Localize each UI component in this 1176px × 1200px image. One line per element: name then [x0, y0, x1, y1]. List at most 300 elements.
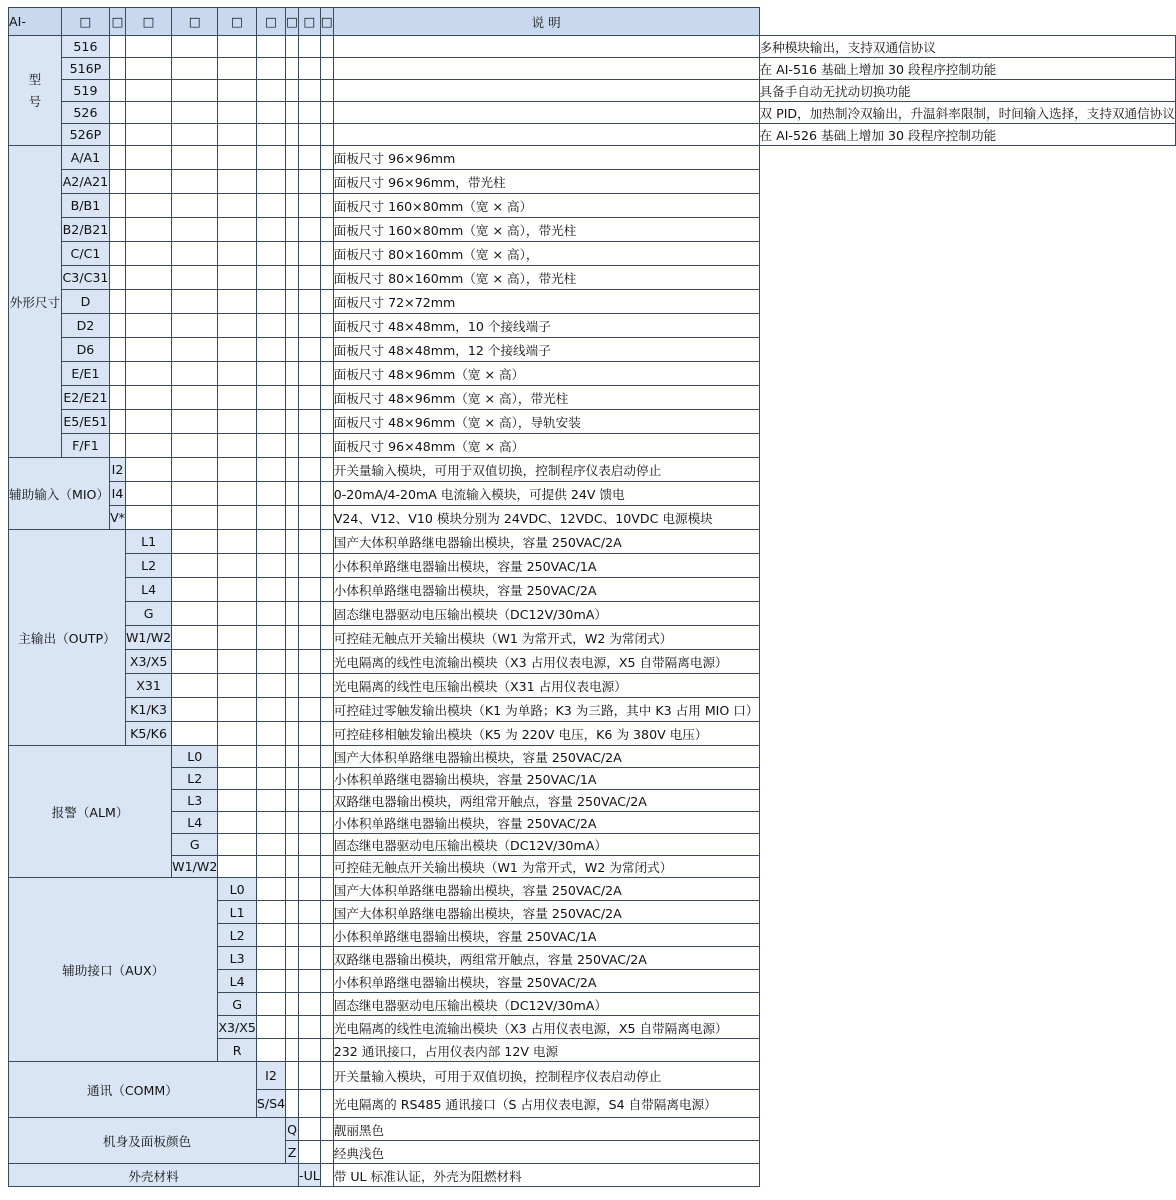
- empty-cell: [286, 506, 299, 530]
- empty-cell: [125, 170, 171, 194]
- code-cell: L0: [218, 878, 257, 901]
- empty-cell: [110, 218, 126, 242]
- empty-cell: [286, 768, 299, 790]
- empty-cell: [299, 458, 321, 482]
- empty-cell: [218, 314, 257, 338]
- empty-cell: [299, 578, 321, 602]
- code-cell: B/B1: [61, 194, 109, 218]
- empty-cell: [110, 146, 126, 170]
- empty-cell: [256, 36, 285, 58]
- empty-cell: [286, 901, 299, 924]
- empty-cell: [256, 170, 285, 194]
- empty-cell: [286, 746, 299, 768]
- empty-cell: [286, 314, 299, 338]
- empty-cell: [256, 530, 285, 554]
- empty-cell: [320, 790, 333, 812]
- code-cell: 516P: [61, 58, 109, 80]
- empty-cell: [286, 993, 299, 1016]
- empty-cell: [320, 146, 333, 170]
- empty-cell: [320, 362, 333, 386]
- description-cell: V24、V12、V10 模块分别为 24VDC、12VDC、10VDC 电源模块: [333, 506, 759, 530]
- description-cell: 小体积单路继电器输出模块，容量 250VAC/1A: [333, 554, 759, 578]
- table-row: [9, 290, 1176, 314]
- description-cell: 双路继电器输出模块，两组常开触点，容量 250VAC/2A: [333, 947, 759, 970]
- empty-cell: [286, 790, 299, 812]
- empty-cell: [256, 124, 285, 146]
- empty-cell: [172, 124, 218, 146]
- code-cell: X31: [125, 674, 171, 698]
- empty-cell: [125, 362, 171, 386]
- table-row: [9, 1118, 1176, 1141]
- empty-cell: [286, 812, 299, 834]
- empty-cell: [125, 146, 171, 170]
- empty-cell: [218, 58, 257, 80]
- code-cell: E/E1: [61, 362, 109, 386]
- table-row: [9, 458, 1176, 482]
- empty-cell: [320, 812, 333, 834]
- table-row: [9, 856, 1176, 878]
- empty-cell: [172, 602, 218, 626]
- empty-cell: [218, 530, 257, 554]
- empty-cell: [218, 482, 257, 506]
- empty-cell: [110, 124, 126, 146]
- empty-cell: [256, 290, 285, 314]
- empty-cell: [218, 362, 257, 386]
- code-cell: L0: [172, 746, 218, 768]
- description-cell: 面板尺寸 48×96mm（宽 × 高），带光柱: [333, 386, 759, 410]
- table-row: [9, 146, 1176, 170]
- empty-cell: [218, 768, 257, 790]
- empty-cell: [320, 124, 333, 146]
- code-cell: X3/X5: [218, 1016, 257, 1039]
- description-cell: 双路继电器输出模块，两组常开触点，容量 250VAC/2A: [333, 790, 759, 812]
- empty-cell: [320, 506, 333, 530]
- description-cell: 可控硅无触点开关输出模块（W1 为常开式，W2 为常闭式）: [333, 626, 759, 650]
- empty-cell: [299, 218, 321, 242]
- empty-cell: [320, 1062, 333, 1090]
- code-cell: L4: [218, 970, 257, 993]
- empty-cell: [333, 102, 759, 124]
- empty-cell: [320, 458, 333, 482]
- empty-cell: [172, 506, 218, 530]
- empty-cell: [125, 290, 171, 314]
- empty-cell: [172, 338, 218, 362]
- table-row: [9, 698, 1176, 722]
- empty-cell: [320, 626, 333, 650]
- empty-cell: [256, 482, 285, 506]
- code-box: □: [110, 8, 126, 36]
- empty-cell: [299, 1062, 321, 1090]
- empty-cell: [256, 924, 285, 947]
- empty-cell: [320, 482, 333, 506]
- empty-cell: [286, 698, 299, 722]
- empty-cell: [172, 698, 218, 722]
- empty-cell: [320, 698, 333, 722]
- empty-cell: [172, 36, 218, 58]
- empty-cell: [320, 746, 333, 768]
- description-cell: 经典浅色: [333, 1141, 759, 1164]
- header-row: [9, 8, 1176, 36]
- empty-cell: [125, 194, 171, 218]
- empty-cell: [286, 218, 299, 242]
- description-cell: 小体积单路继电器输出模块，容量 250VAC/2A: [333, 970, 759, 993]
- empty-cell: [172, 722, 218, 746]
- empty-cell: [299, 434, 321, 458]
- empty-cell: [286, 1090, 299, 1118]
- empty-cell: [299, 194, 321, 218]
- empty-cell: [299, 386, 321, 410]
- description-cell: 小体积单路继电器输出模块，容量 250VAC/1A: [333, 924, 759, 947]
- empty-cell: [299, 146, 321, 170]
- empty-cell: [256, 362, 285, 386]
- code-cell: I4: [110, 482, 126, 506]
- table-row: [9, 768, 1176, 790]
- empty-cell: [320, 102, 333, 124]
- empty-cell: [299, 242, 321, 266]
- empty-cell: [256, 338, 285, 362]
- model-spec-table: [8, 7, 1176, 1187]
- empty-cell: [172, 578, 218, 602]
- table-row: [9, 102, 1176, 124]
- empty-cell: [218, 674, 257, 698]
- empty-cell: [256, 970, 285, 993]
- table-row: [9, 674, 1176, 698]
- empty-cell: [125, 458, 171, 482]
- empty-cell: [320, 768, 333, 790]
- table-row: [9, 626, 1176, 650]
- empty-cell: [218, 338, 257, 362]
- description-cell: 可控硅移相触发输出模块（K5 为 220V 电压，K6 为 380V 电压）: [333, 722, 759, 746]
- table-row: [9, 434, 1176, 458]
- description-cell: 多种模块输出，支持双通信协议: [759, 36, 1175, 58]
- code-cell: L1: [218, 901, 257, 924]
- empty-cell: [172, 434, 218, 458]
- empty-cell: [299, 947, 321, 970]
- code-cell: 516: [61, 36, 109, 58]
- code-cell: W1/W2: [125, 626, 171, 650]
- table-row: [9, 482, 1176, 506]
- empty-cell: [299, 924, 321, 947]
- description-cell: 面板尺寸 80×160mm（宽 × 高），: [333, 242, 759, 266]
- empty-cell: [299, 812, 321, 834]
- description-cell: 光电隔离的线性电流输出模块（X3 占用仪表电源，X5 自带隔离电源）: [333, 650, 759, 674]
- code-cell: D6: [61, 338, 109, 362]
- empty-cell: [172, 194, 218, 218]
- description-cell: 面板尺寸 48×96mm（宽 × 高）: [333, 362, 759, 386]
- empty-cell: [110, 242, 126, 266]
- empty-cell: [299, 878, 321, 901]
- empty-cell: [320, 554, 333, 578]
- empty-cell: [110, 338, 126, 362]
- empty-cell: [286, 924, 299, 947]
- empty-cell: [286, 1062, 299, 1090]
- code-box: □: [172, 8, 218, 36]
- code-cell: D2: [61, 314, 109, 338]
- empty-cell: [256, 650, 285, 674]
- empty-cell: [172, 554, 218, 578]
- table-row: [9, 530, 1176, 554]
- empty-cell: [172, 362, 218, 386]
- empty-cell: [256, 1016, 285, 1039]
- description-cell: 面板尺寸 96×96mm: [333, 146, 759, 170]
- table-body: [9, 8, 1176, 1187]
- empty-cell: [286, 102, 299, 124]
- empty-cell: [218, 790, 257, 812]
- empty-cell: [299, 338, 321, 362]
- code-cell: E2/E21: [61, 386, 109, 410]
- empty-cell: [125, 338, 171, 362]
- empty-cell: [125, 58, 171, 80]
- empty-cell: [320, 722, 333, 746]
- empty-cell: [320, 674, 333, 698]
- empty-cell: [320, 36, 333, 58]
- empty-cell: [125, 102, 171, 124]
- empty-cell: [299, 482, 321, 506]
- empty-cell: [333, 80, 759, 102]
- empty-cell: [218, 434, 257, 458]
- table-row: [9, 578, 1176, 602]
- empty-cell: [218, 290, 257, 314]
- empty-cell: [299, 901, 321, 924]
- empty-cell: [320, 578, 333, 602]
- empty-cell: [256, 674, 285, 698]
- empty-cell: [286, 36, 299, 58]
- empty-cell: [125, 124, 171, 146]
- empty-cell: [299, 698, 321, 722]
- code-cell: K5/K6: [125, 722, 171, 746]
- code-box: □: [61, 8, 109, 36]
- table-row: [9, 554, 1176, 578]
- code-cell: L3: [172, 790, 218, 812]
- empty-cell: [320, 970, 333, 993]
- description-header: 说 明: [333, 8, 759, 36]
- empty-cell: [320, 901, 333, 924]
- description-cell: 具备手自动无扰动切换功能: [759, 80, 1175, 102]
- code-cell: D: [61, 290, 109, 314]
- empty-cell: [299, 993, 321, 1016]
- empty-cell: [286, 878, 299, 901]
- empty-cell: [172, 266, 218, 290]
- empty-cell: [110, 58, 126, 80]
- table-row: [9, 36, 1176, 58]
- empty-cell: [256, 506, 285, 530]
- empty-cell: [286, 80, 299, 102]
- code-cell: 526P: [61, 124, 109, 146]
- code-cell: V*: [110, 506, 126, 530]
- empty-cell: [286, 947, 299, 970]
- description-cell: 面板尺寸 96×48mm（宽 × 高）: [333, 434, 759, 458]
- empty-cell: [256, 218, 285, 242]
- table-row: [9, 506, 1176, 530]
- empty-cell: [286, 434, 299, 458]
- empty-cell: [299, 856, 321, 878]
- empty-cell: [256, 58, 285, 80]
- empty-cell: [320, 194, 333, 218]
- empty-cell: [256, 746, 285, 768]
- empty-cell: [286, 194, 299, 218]
- empty-cell: [256, 698, 285, 722]
- description-cell: 国产大体积单路继电器输出模块，容量 250VAC/2A: [333, 530, 759, 554]
- empty-cell: [256, 80, 285, 102]
- empty-cell: [299, 1118, 321, 1141]
- empty-cell: [299, 674, 321, 698]
- empty-cell: [320, 218, 333, 242]
- empty-cell: [299, 790, 321, 812]
- empty-cell: [299, 602, 321, 626]
- empty-cell: [299, 1141, 321, 1164]
- table-row: [9, 362, 1176, 386]
- empty-cell: [299, 554, 321, 578]
- empty-cell: [299, 650, 321, 674]
- table-row: [9, 58, 1176, 80]
- empty-cell: [320, 386, 333, 410]
- empty-cell: [320, 1164, 333, 1187]
- empty-cell: [218, 170, 257, 194]
- empty-cell: [125, 506, 171, 530]
- table-row: [9, 878, 1176, 901]
- empty-cell: [172, 102, 218, 124]
- code-cell: L3: [218, 947, 257, 970]
- empty-cell: [172, 626, 218, 650]
- empty-cell: [172, 80, 218, 102]
- code-box: □: [125, 8, 171, 36]
- code-box: □: [320, 8, 333, 36]
- empty-cell: [218, 266, 257, 290]
- code-cell: K1/K3: [125, 698, 171, 722]
- description-cell: 面板尺寸 72×72mm: [333, 290, 759, 314]
- description-cell: 面板尺寸 96×96mm，带光柱: [333, 170, 759, 194]
- empty-cell: [218, 506, 257, 530]
- empty-cell: [125, 36, 171, 58]
- empty-cell: [218, 102, 257, 124]
- table-row: [9, 410, 1176, 434]
- description-cell: 面板尺寸 160×80mm（宽 × 高），带光柱: [333, 218, 759, 242]
- empty-cell: [218, 124, 257, 146]
- empty-cell: [320, 1090, 333, 1118]
- code-cell: X3/X5: [125, 650, 171, 674]
- empty-cell: [218, 80, 257, 102]
- empty-cell: [256, 901, 285, 924]
- empty-cell: [256, 812, 285, 834]
- table-row: [9, 650, 1176, 674]
- empty-cell: [256, 102, 285, 124]
- table-row: [9, 386, 1176, 410]
- code-cell: F/F1: [61, 434, 109, 458]
- empty-cell: [320, 1118, 333, 1141]
- empty-cell: [256, 856, 285, 878]
- empty-cell: [256, 993, 285, 1016]
- section-label: 报警（ALM）: [9, 746, 172, 878]
- description-cell: 在 AI-526 基础上增加 30 段程序控制功能: [759, 124, 1175, 146]
- description-cell: 0-20mA/4-20mA 电流输入模块，可提供 24V 馈电: [333, 482, 759, 506]
- empty-cell: [110, 170, 126, 194]
- empty-cell: [286, 674, 299, 698]
- description-cell: 小体积单路继电器输出模块，容量 250VAC/1A: [333, 768, 759, 790]
- description-cell: 232 通讯接口，占用仪表内部 12V 电源: [333, 1039, 759, 1062]
- empty-cell: [286, 458, 299, 482]
- empty-cell: [125, 242, 171, 266]
- code-cell: 519: [61, 80, 109, 102]
- empty-cell: [286, 290, 299, 314]
- code-cell: G: [172, 834, 218, 856]
- table-row: [9, 80, 1176, 102]
- code-cell: G: [125, 602, 171, 626]
- empty-cell: [218, 834, 257, 856]
- empty-cell: [333, 58, 759, 80]
- empty-cell: [218, 578, 257, 602]
- empty-cell: [218, 626, 257, 650]
- code-cell: Z: [286, 1141, 299, 1164]
- empty-cell: [320, 58, 333, 80]
- section-label: 通讯（COMM）: [9, 1062, 257, 1118]
- empty-cell: [218, 554, 257, 578]
- section-label: 型 号: [9, 36, 62, 146]
- empty-cell: [256, 722, 285, 746]
- empty-cell: [256, 626, 285, 650]
- section-label: 外壳材料: [9, 1164, 299, 1187]
- empty-cell: [256, 410, 285, 434]
- empty-cell: [125, 386, 171, 410]
- empty-cell: [110, 290, 126, 314]
- empty-cell: [218, 36, 257, 58]
- empty-cell: [299, 362, 321, 386]
- empty-cell: [110, 194, 126, 218]
- empty-cell: [320, 410, 333, 434]
- empty-cell: [256, 768, 285, 790]
- empty-cell: [299, 530, 321, 554]
- description-cell: 国产大体积单路继电器输出模块，容量 250VAC/2A: [333, 901, 759, 924]
- empty-cell: [299, 102, 321, 124]
- empty-cell: [320, 993, 333, 1016]
- empty-cell: [320, 878, 333, 901]
- empty-cell: [110, 434, 126, 458]
- empty-cell: [286, 1039, 299, 1062]
- empty-cell: [218, 602, 257, 626]
- empty-cell: [320, 290, 333, 314]
- table-row: [9, 812, 1176, 834]
- table-row: [9, 338, 1176, 362]
- code-cell: L2: [172, 768, 218, 790]
- description-cell: 开关量输入模块，可用于双值切换，控制程序仪表启动停止: [333, 1062, 759, 1090]
- code-cell: A/A1: [61, 146, 109, 170]
- empty-cell: [125, 314, 171, 338]
- empty-cell: [299, 290, 321, 314]
- empty-cell: [218, 386, 257, 410]
- description-cell: 国产大体积单路继电器输出模块，容量 250VAC/2A: [333, 878, 759, 901]
- empty-cell: [299, 746, 321, 768]
- empty-cell: [172, 242, 218, 266]
- empty-cell: [256, 947, 285, 970]
- empty-cell: [256, 790, 285, 812]
- empty-cell: [299, 314, 321, 338]
- description-cell: 面板尺寸 48×48mm，12 个接线端子: [333, 338, 759, 362]
- empty-cell: [110, 314, 126, 338]
- empty-cell: [218, 650, 257, 674]
- empty-cell: [256, 314, 285, 338]
- code-cell: C/C1: [61, 242, 109, 266]
- empty-cell: [299, 722, 321, 746]
- empty-cell: [110, 80, 126, 102]
- code-cell: Q: [286, 1118, 299, 1141]
- empty-cell: [218, 812, 257, 834]
- empty-cell: [320, 266, 333, 290]
- empty-cell: [256, 266, 285, 290]
- table-row: [9, 746, 1176, 768]
- empty-cell: [172, 218, 218, 242]
- code-cell: C3/C31: [61, 266, 109, 290]
- empty-cell: [299, 1090, 321, 1118]
- empty-cell: [125, 482, 171, 506]
